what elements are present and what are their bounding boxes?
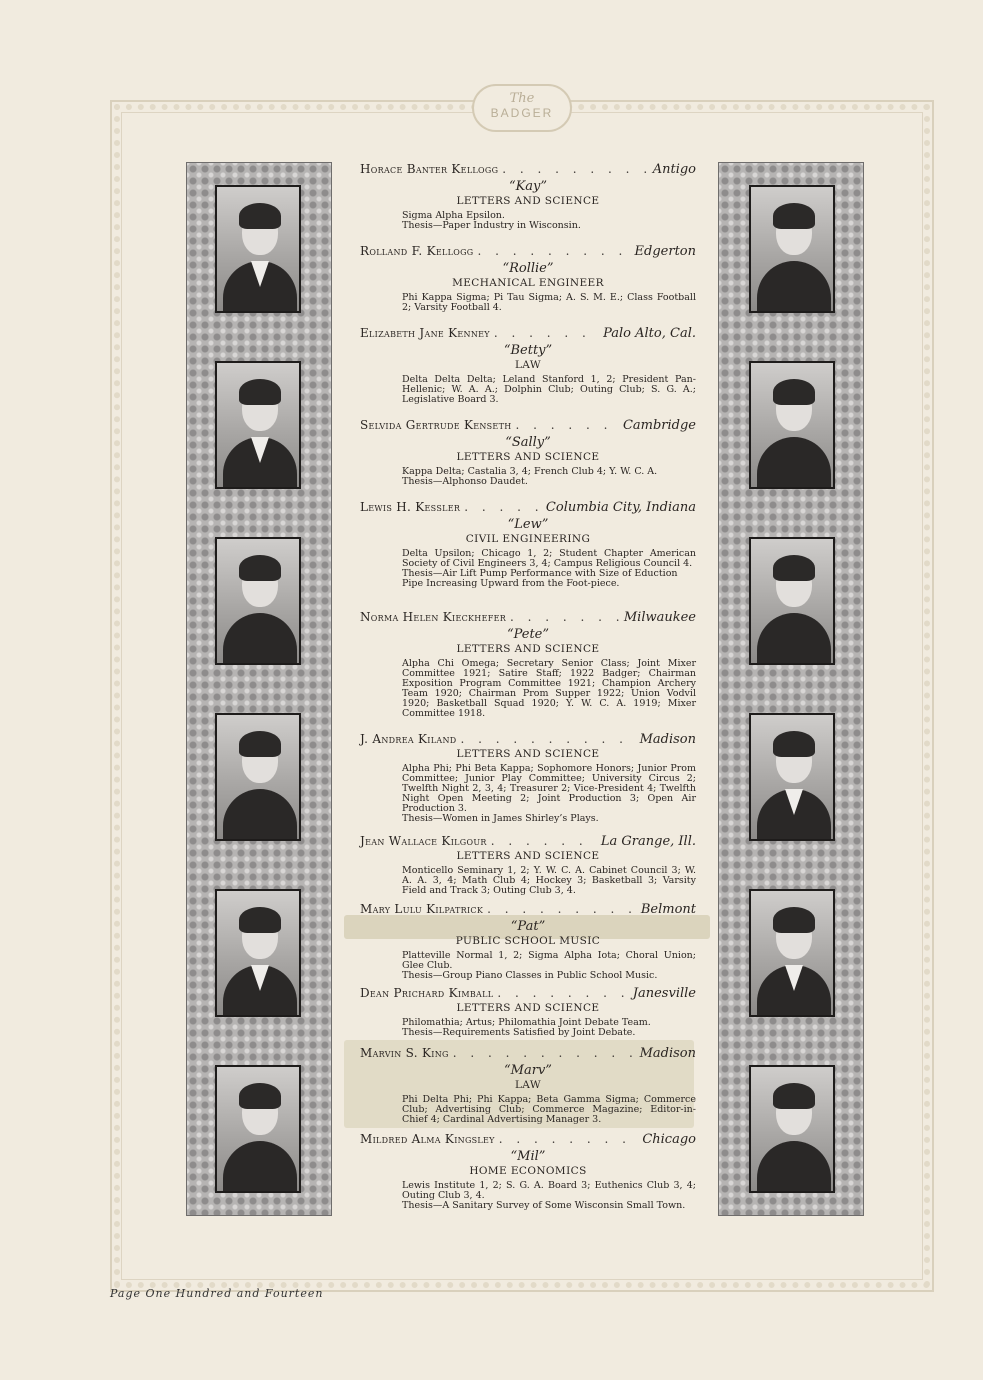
activities: Platteville Normal 1, 2; Sigma Alpha Iota; Choral Union; Glee Club.: [402, 950, 696, 971]
course: LAW: [514, 359, 542, 371]
course: LETTERS AND SCIENCE: [456, 1002, 600, 1014]
student-name: Rolland F. Kellogg: [360, 244, 474, 258]
student-name: Selvida Gertrude Kenseth: [360, 418, 512, 432]
student-name: Norma Helen Kieckhefer: [360, 610, 507, 624]
leader-dots: [491, 834, 597, 848]
emblem-bottom: BADGER: [490, 106, 554, 120]
right-portrait-column: [718, 162, 864, 1216]
course: LETTERS AND SCIENCE: [456, 195, 600, 207]
portrait-photo: [749, 1065, 835, 1193]
leader-dots: [460, 732, 635, 746]
portrait-photo: [215, 1065, 301, 1193]
course: LAW: [514, 1079, 542, 1091]
nickname: “Betty”: [503, 343, 553, 358]
student-name: Mildred Alma Kingsley: [360, 1132, 495, 1146]
student-entry: [360, 244, 696, 313]
portrait-photo: [215, 889, 301, 1017]
emblem-top: The: [509, 91, 535, 106]
leader-dots: [487, 902, 637, 916]
activities: Monticello Seminary 1, 2; Y. W. C. A. Cabinet Council 3; W. A. A. 3, 4; Math Club 4; Hockey 3; Basketball 3; Varsity Field and Track 3; Outing Club 3, 4.: [402, 865, 696, 896]
course: LETTERS AND SCIENCE: [456, 748, 600, 760]
course: LETTERS AND SCIENCE: [456, 451, 600, 463]
student-entry: [360, 834, 696, 896]
portrait-photo: [215, 361, 301, 489]
activities: Phi Delta Phi; Phi Kappa; Beta Gamma Sigma; Commerce Club; Advertising Club; Commerce Magazine; Editor-in-Chief 4; Cardinal Advertising Manager 3.: [402, 1094, 696, 1125]
hometown: Antigo: [652, 162, 696, 177]
student-entry: [360, 902, 696, 981]
thesis: Thesis—Air Lift Pump Performance with Size of Eduction Pipe Increasing Upward from the Foot-piece.: [402, 568, 678, 589]
student-entry: [360, 418, 696, 487]
course: HOME ECONOMICS: [469, 1165, 587, 1177]
course: PUBLIC SCHOOL MUSIC: [455, 935, 601, 947]
leader-dots: [477, 244, 630, 258]
activities: Delta Delta Delta; Leland Stanford 1, 2; President Pan-Hellenic; W. A. A.; Dolphin Club; Outing Club; S. G. A.; Legislative Board 3.: [402, 374, 696, 405]
nickname: “Mil”: [510, 1149, 546, 1164]
hometown: Madison: [639, 732, 696, 747]
thesis: Thesis—Requirements Satisfied by Joint Debate.: [402, 1027, 636, 1038]
activities: Alpha Phi; Phi Beta Kappa; Sophomore Honors; Junior Prom Committee; Junior Play Committee; University Circus 2; Twelfth Night 2, 3, 4; Treasurer 2; Vice-President 4; Twelfth Night Open Meeting 2; Joint Production 3; Open Air Production 3.: [402, 763, 696, 814]
hometown: Edgerton: [634, 244, 696, 259]
activities: Delta Upsilon; Chicago 1, 2; Student Chapter American Society of Civil Engineers 3, 4; Campus Religious Council 4.: [402, 548, 696, 569]
badger-emblem: [472, 84, 572, 132]
leader-dots: [510, 610, 620, 624]
activities: Kappa Delta; Castalia 3, 4; French Club 4; Y. W. C. A.: [402, 466, 658, 477]
course: MECHANICAL ENGINEER: [452, 277, 604, 289]
student-entry: [360, 1132, 696, 1211]
leader-dots: [494, 326, 599, 340]
nickname: “Pete”: [506, 627, 550, 642]
student-name: Dean Prichard Kimball: [360, 986, 494, 1000]
portrait-photo: [749, 185, 835, 313]
leader-dots: [515, 418, 618, 432]
student-entry: [360, 1046, 696, 1125]
student-name: Mary Lulu Kilpatrick: [360, 902, 484, 916]
hometown: Chicago: [642, 1132, 696, 1147]
thesis: Thesis—Women in James Shirley’s Plays.: [402, 813, 599, 824]
student-entry: [360, 986, 696, 1038]
course: CIVIL ENGINEERING: [465, 533, 591, 545]
student-entry: [360, 162, 696, 231]
activities: Alpha Chi Omega; Secretary Senior Class; Joint Mixer Committee 1921; Satire Staff; 1922 Badger; Chairman Exposition Program Committee 1921; Champion Archery Team 1920; Chairman Prom Supper 1922; Union Vodvil 1920; Basketball Squad 1920; Y. W. C. A. 1919; Mixer Committee 1918.: [402, 658, 696, 719]
leader-dots: [464, 500, 542, 514]
left-portrait-column: [186, 162, 332, 1216]
student-name: Horace Banter Kellogg: [360, 162, 499, 176]
portrait-photo: [749, 361, 835, 489]
student-name: Marvin S. King: [360, 1046, 449, 1060]
portrait-photo: [215, 713, 301, 841]
nickname: “Pat”: [510, 919, 546, 934]
portrait-photo: [749, 889, 835, 1017]
student-entry: [360, 610, 696, 719]
nickname: “Lew”: [507, 517, 549, 532]
hometown: Madison: [639, 1046, 696, 1061]
hometown: Cambridge: [622, 418, 696, 433]
activities: Philomathia; Artus; Philomathia Joint Debate Team.: [402, 1017, 651, 1028]
course: LETTERS AND SCIENCE: [456, 643, 600, 655]
activities: Phi Kappa Sigma; Pi Tau Sigma; A. S. M. E.; Class Football 2; Varsity Football 4.: [402, 292, 696, 313]
thesis: Thesis—A Sanitary Survey of Some Wisconsin Small Town.: [402, 1200, 686, 1211]
thesis: Thesis—Group Piano Classes in Public School Music.: [402, 970, 658, 981]
student-name: Lewis H. Kessler: [360, 500, 461, 514]
student-name: J. Andrea Kiland: [360, 732, 457, 746]
portrait-photo: [215, 185, 301, 313]
portrait-photo: [749, 713, 835, 841]
hometown: Belmont: [640, 902, 696, 917]
nickname: “Rollie”: [502, 261, 554, 276]
student-entry: [360, 500, 696, 589]
nickname: “Sally”: [505, 435, 551, 450]
thesis: Thesis—Alphonso Daudet.: [402, 476, 528, 487]
course: LETTERS AND SCIENCE: [456, 850, 600, 862]
hometown: Janesville: [632, 986, 696, 1001]
student-entry: [360, 326, 696, 405]
leader-dots: [502, 162, 648, 176]
portrait-photo: [215, 537, 301, 665]
leader-dots: [453, 1046, 636, 1060]
student-name: Jean Wallace Kilgour: [360, 834, 487, 848]
hometown: Milwaukee: [623, 610, 696, 625]
hometown: La Grange, Ill.: [600, 834, 696, 849]
student-entry: [360, 732, 696, 824]
activities: Lewis Institute 1, 2; S. G. A. Board 3; Euthenics Club 3, 4; Outing Club 3, 4.: [402, 1180, 696, 1201]
hometown: Palo Alto, Cal.: [603, 326, 696, 341]
page-number: Page One Hundred and Fourteen: [110, 1287, 324, 1300]
nickname: “Kay”: [508, 179, 548, 194]
portrait-photo: [749, 537, 835, 665]
activities: Sigma Alpha Epsilon.: [402, 210, 505, 221]
student-name: Elizabeth Jane Kenney: [360, 326, 490, 340]
leader-dots: [497, 986, 628, 1000]
thesis: Thesis—Paper Industry in Wisconsin.: [402, 220, 581, 231]
hometown: Columbia City, Indiana: [545, 500, 696, 515]
nickname: “Marv”: [504, 1063, 552, 1078]
leader-dots: [499, 1132, 639, 1146]
